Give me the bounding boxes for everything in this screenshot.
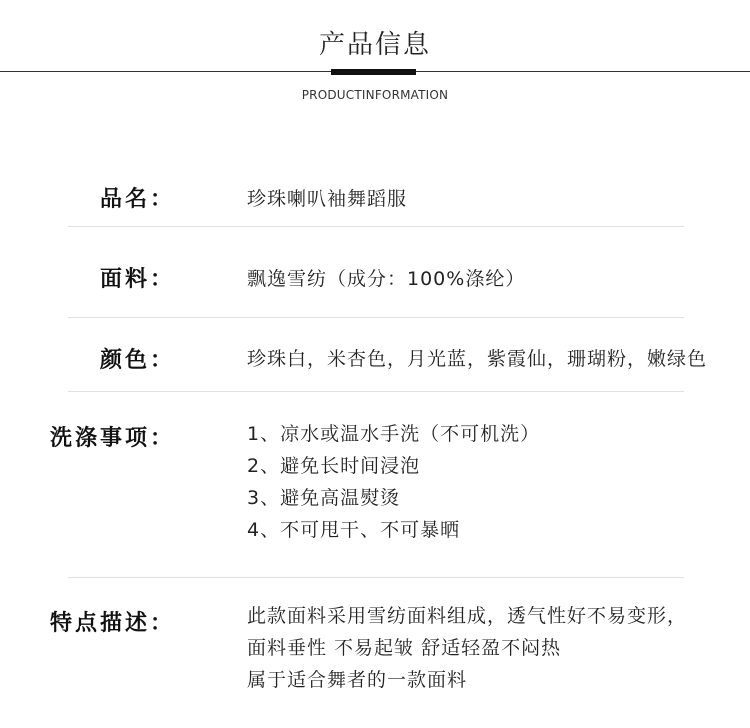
row-divider <box>68 226 684 227</box>
washing-instructions <box>247 418 540 546</box>
page-title: 产品信息 <box>318 30 431 60</box>
color-label: 颜色： <box>100 348 176 373</box>
features-description <box>247 600 687 696</box>
color-value: 珍珠白，米杏色，月光蓝，紫霞仙，珊瑚粉，嫩绿色 <box>247 348 708 370</box>
fabric-value: 飘逸雪纺（成分：100%涤纶） <box>247 268 526 290</box>
washing-item: 2、避免长时间浸泡 <box>247 455 421 477</box>
feature-line: 此款面料采用雪纺面料组成，透气性好不易变形， <box>247 605 688 627</box>
row-divider <box>68 391 684 392</box>
washing-item: 1、凉水或温水手洗（不可机洗） <box>247 423 541 445</box>
washing-label: 洗涤事项： <box>50 426 176 451</box>
title-accent-bar <box>331 69 416 75</box>
name-value: 珍珠喇叭袖舞蹈服 <box>247 188 408 210</box>
feature-line: 属于适合舞者的一款面料 <box>247 669 468 691</box>
washing-item: 3、避免高温熨烫 <box>247 487 401 509</box>
fabric-label: 面料： <box>100 267 176 292</box>
washing-item: 4、不可甩干、不可暴晒 <box>247 519 461 541</box>
name-label: 品名： <box>100 187 176 212</box>
features-label: 特点描述： <box>50 611 176 636</box>
feature-line: 面料垂性 不易起皱 舒适轻盈不闷热 <box>247 637 562 659</box>
row-divider <box>68 577 684 578</box>
page-subtitle: PRODUCTINFORMATION <box>301 88 449 102</box>
row-divider <box>68 317 684 318</box>
